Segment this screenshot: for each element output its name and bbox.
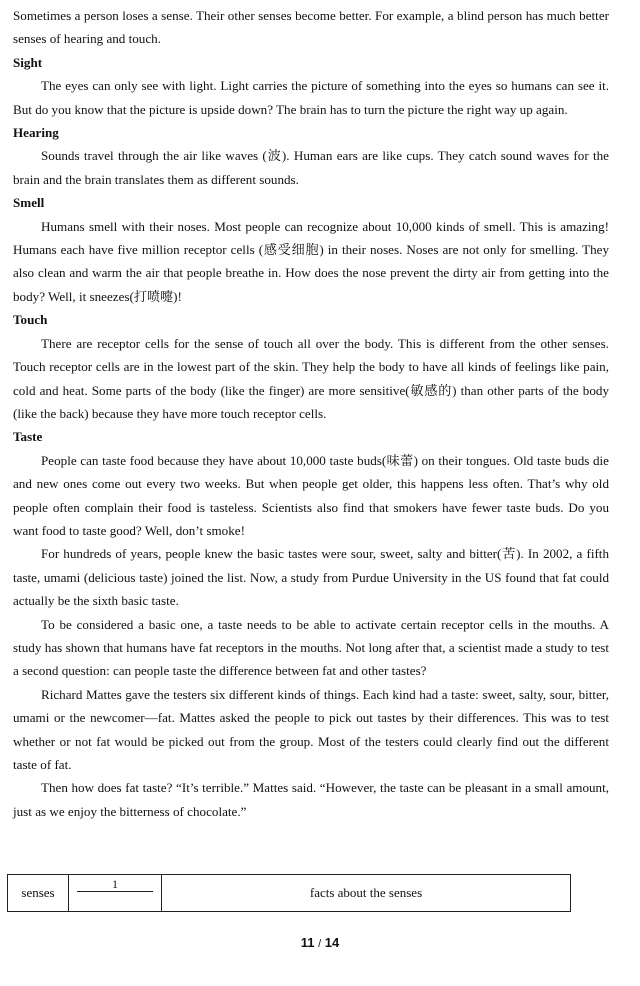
paragraph: There are receptor cells for the sense of touch all over the body. This is different from the other senses. Touch receptor cells are in the lowest part of the skin. They help the body to have all kinds of feelings like pain, cold and heat. Some parts of the body (like the finger) are more sensitive(敏感的) than other parts of the body (like the back) because they have more touch receptor cells. xyxy=(13,335,609,421)
current-page: 11 xyxy=(300,935,315,950)
page-number xyxy=(0,935,640,950)
blank-number: 1 xyxy=(112,877,118,891)
paragraph: Sometimes a person loses a sense. Their other senses become better. For example, a blind person has much better senses of hearing and touch. xyxy=(13,8,609,47)
total-pages: 14 xyxy=(324,935,340,950)
table-row xyxy=(8,875,571,912)
passage-text xyxy=(13,4,609,823)
section-heading: Hearing xyxy=(13,125,59,141)
paragraph: Then how does fat taste? “It’s terrible.” Mattes said. “However, the taste can be pleasant in a small amount, just as we enjoy the bitterness of chocolate.” xyxy=(13,780,609,819)
paragraph: Humans smell with their noses. Most people can recognize about 10,000 kinds of smell. This is amazing! Humans each have five million receptor cells (感受细胞) in their noses. Noses are not only for smelling. They also clean and warm the air that people breathe in. How does the nose prevent the dirty air from getting into the body? Well, it sneezes(打喷嚏)! xyxy=(13,218,609,304)
facts-cell: facts about the senses xyxy=(162,875,571,912)
section-heading: Sight xyxy=(13,54,43,70)
paragraph: To be considered a basic one, a taste needs to be able to activate certain receptor cells in the mouths. A study has shown that humans have fat receptors in the mouths. Not long after that, a scientist made a study to test a second question: can people taste the difference between fat and other tastes? xyxy=(13,616,609,679)
answer-table xyxy=(7,874,571,912)
paragraph: Richard Mattes gave the testers six different kinds of things. Each kind had a taste: sweet, salty, sour, bitter, umami or the newcomer—fat. Mattes asked the people to pick out tastes by their differences. This was to test whether or not fat would be picked out from the group. Most of the testers could clearly find out the different taste of fat. xyxy=(13,686,609,772)
section-heading: Smell xyxy=(13,195,45,211)
blank-cell xyxy=(69,875,162,912)
paragraph: People can taste food because they have about 10,000 taste buds(味蕾) on their tongues. Old taste buds die and new ones come out every two weeks. But when people get older, this happens less often. That’s why old people often complain their food is tasteless. Scientists also find that smokers have fewer taste buds. Do you want food to taste good? Well, don’t smoke! xyxy=(13,452,609,538)
paragraph: For hundreds of years, people knew the basic tastes were sour, sweet, salty and bitter(苦). In 2002, a fifth taste, umami (delicious taste) joined the list. Now, a study from Purdue University in the US found that fat could actually be the sixth basic taste. xyxy=(13,546,609,609)
page-separator: / xyxy=(318,938,322,950)
senses-cell: senses xyxy=(8,875,69,912)
section-heading: Touch xyxy=(13,312,48,328)
section-heading: Taste xyxy=(13,429,43,445)
paragraph: Sounds travel through the air like waves (波). Human ears are like cups. They catch sound waves for the brain and the brain translates them as different sounds. xyxy=(13,148,609,187)
paragraph: The eyes can only see with light. Light carries the picture of something into the eyes so humans can see it. But do you know that the picture is upside down? The brain has to turn the picture the right way up again. xyxy=(13,78,609,117)
answer-blank-line[interactable] xyxy=(77,891,153,892)
